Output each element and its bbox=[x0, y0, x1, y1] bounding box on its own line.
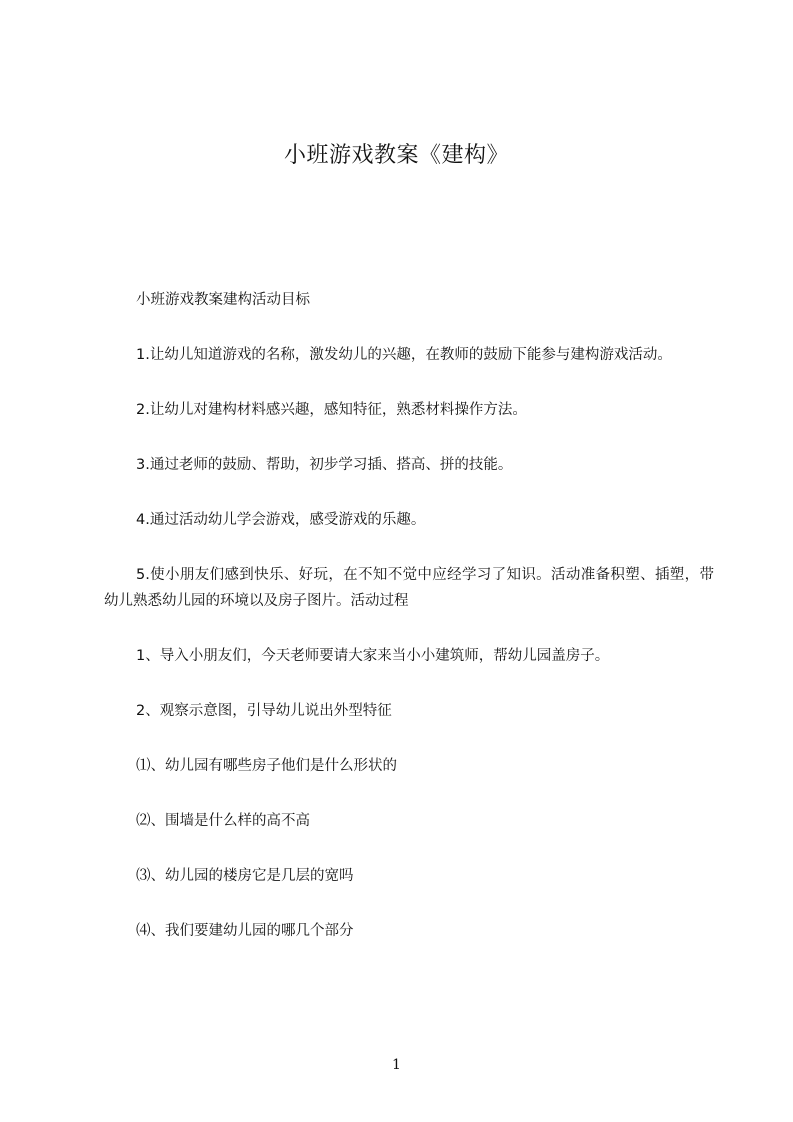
paragraph-question-1: ⑴、幼儿园有哪些房子他们是什么形状的 bbox=[136, 758, 397, 774]
paragraph-question-4: ⑷、我们要建幼儿园的哪几个部分 bbox=[136, 923, 354, 939]
paragraph-question-3: ⑶、幼儿园的楼房它是几层的宽吗 bbox=[136, 868, 354, 884]
paragraph-step-2: 2、观察示意图，引导幼儿说出外型特征 bbox=[136, 703, 392, 719]
paragraph-objective-4: 4.通过活动幼儿学会游戏，感受游戏的乐趣。 bbox=[136, 512, 426, 528]
paragraph-objective-2: 2.让幼儿对建构材料感兴趣，感知特征，熟悉材料操作方法。 bbox=[136, 402, 527, 418]
document-body bbox=[104, 287, 714, 944]
document-title: 小班游戏教案《建构》 bbox=[283, 143, 509, 168]
page-number: 1 bbox=[392, 1057, 401, 1073]
paragraph-step-1: 1、导入小朋友们，今天老师要请大家来当小小建筑师，帮幼儿园盖房子。 bbox=[136, 648, 610, 664]
paragraph-objective-3: 3.通过老师的鼓励、帮助，初步学习插、搭高、拼的技能。 bbox=[136, 457, 513, 473]
paragraph-objectives-heading: 小班游戏教案建构活动目标 bbox=[136, 292, 310, 308]
paragraph-objective-1: 1.让幼儿知道游戏的名称，激发幼儿的兴趣，在教师的鼓励下能参与建构游戏活动。 bbox=[136, 347, 672, 363]
paragraph-objective-5: 5.使小朋友们感到快乐、好玩，在不知不觉中应经学习了知识。活动准备积塑、插塑，带幼儿熟悉幼儿园的环境以及房子图片。活动过程 bbox=[104, 567, 714, 609]
paragraph-question-2: ⑵、围墙是什么样的高不高 bbox=[136, 813, 310, 829]
